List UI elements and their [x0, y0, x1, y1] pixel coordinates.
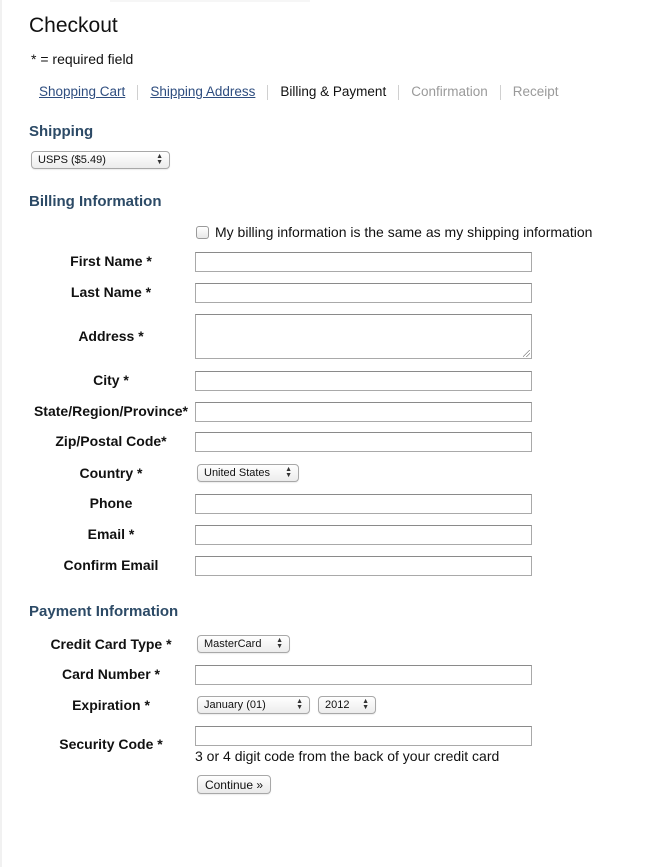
card-number-input[interactable] [195, 665, 532, 685]
address-textarea[interactable] [195, 314, 532, 359]
expiration-year-select[interactable] [318, 696, 376, 714]
security-code-hint: 3 or 4 digit code from the back of your credit card [195, 748, 500, 764]
same-as-shipping-checkbox[interactable] [196, 226, 209, 239]
first-name-input[interactable] [195, 252, 532, 272]
breadcrumb-receipt: Receipt [512, 84, 559, 99]
expiration-month-select[interactable] [197, 696, 310, 714]
email-label: Email * [87, 526, 135, 542]
country-value: United States [204, 467, 271, 479]
security-code-label: Security Code * [59, 736, 163, 752]
breadcrumb [39, 83, 559, 101]
card-number-label: Card Number * [61, 666, 161, 682]
city-label: City * [93, 372, 129, 388]
expiration-month-value: January (01) [204, 699, 266, 711]
country-label: Country * [79, 465, 143, 481]
select-arrows-icon: ▲ ▼ [285, 466, 292, 479]
address-label: Address * [78, 328, 144, 344]
expiration-year-value: 2012 [325, 699, 350, 711]
page-edge-top [110, 0, 310, 2]
breadcrumb-separator [500, 85, 501, 100]
card-type-value: MasterCard [204, 638, 262, 650]
zip-label: Zip/Postal Code* [55, 433, 167, 449]
first-name-label: First Name * [70, 253, 152, 269]
resize-grip-icon[interactable] [523, 350, 530, 357]
zip-input[interactable] [195, 432, 532, 452]
billing-heading: Billing Information [29, 193, 162, 210]
last-name-label: Last Name * [70, 284, 152, 300]
email-input[interactable] [195, 525, 532, 545]
last-name-input[interactable] [195, 283, 532, 303]
same-as-shipping-label: My billing information is the same as my shipping information [215, 224, 593, 240]
page-edge [0, 0, 2, 867]
select-arrows-icon: ▲ ▼ [362, 698, 369, 711]
breadcrumb-confirmation: Confirmation [411, 84, 488, 99]
state-label: State/Region/Province* [33, 403, 189, 419]
select-arrows-icon: ▲ ▼ [156, 153, 163, 166]
select-arrows-icon: ▲ ▼ [276, 637, 283, 650]
security-code-input[interactable] [195, 726, 532, 746]
shipping-method-select[interactable] [31, 151, 170, 169]
card-type-label: Credit Card Type * [50, 636, 172, 652]
payment-heading: Payment Information [29, 603, 179, 620]
page-title: Checkout [29, 14, 118, 37]
select-arrows-icon: ▲ ▼ [296, 698, 303, 711]
confirm-email-label: Confirm Email [63, 557, 159, 573]
expiration-label: Expiration * [72, 697, 150, 713]
breadcrumb-billing-payment: Billing & Payment [280, 84, 387, 99]
required-note: * = required field [31, 51, 134, 67]
card-type-select[interactable] [197, 635, 290, 653]
continue-button[interactable]: Continue » [197, 775, 271, 794]
phone-label: Phone [89, 495, 133, 511]
state-input[interactable] [195, 402, 532, 422]
shipping-method-value: USPS ($5.49) [38, 154, 106, 166]
country-select[interactable] [197, 464, 299, 482]
shipping-heading: Shipping [29, 123, 94, 140]
breadcrumb-separator [398, 85, 399, 100]
breadcrumb-shipping-address[interactable]: Shipping Address [150, 84, 256, 99]
confirm-email-input[interactable] [195, 556, 532, 576]
breadcrumb-shopping-cart[interactable]: Shopping Cart [39, 84, 126, 99]
phone-input[interactable] [195, 494, 532, 514]
breadcrumb-separator [267, 85, 268, 100]
breadcrumb-separator [137, 85, 138, 100]
city-input[interactable] [195, 371, 532, 391]
